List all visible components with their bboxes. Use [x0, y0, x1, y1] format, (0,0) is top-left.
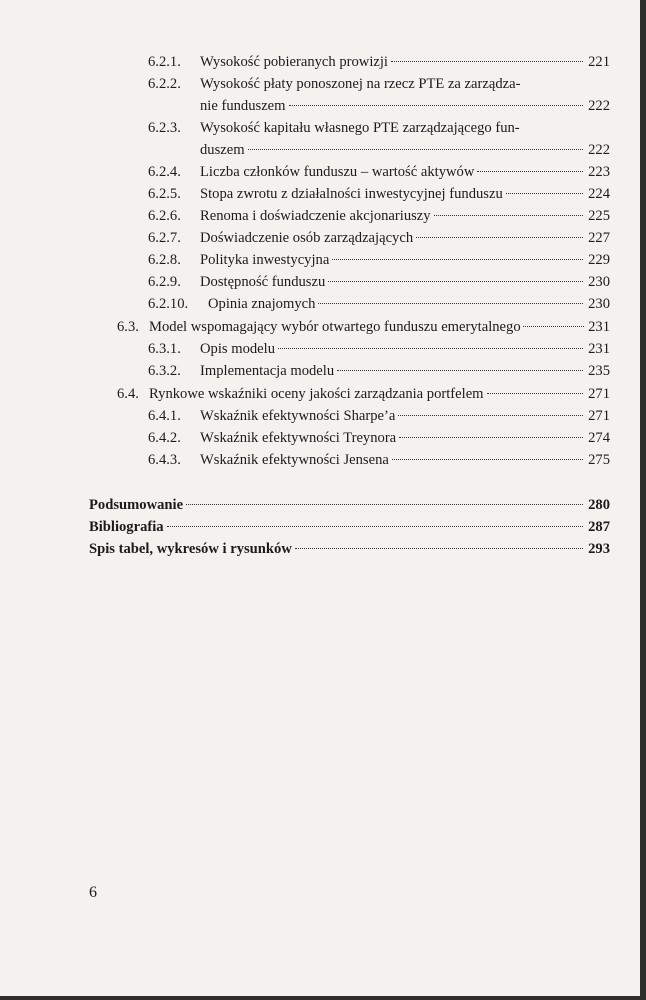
entry-title: Liczba członków funduszu – wartość aktywów: [200, 164, 475, 180]
entry-title: Stopa zwrotu z działalności inwestycyjnej funduszu: [200, 186, 503, 202]
entry-title: Dostępność funduszu: [200, 274, 326, 290]
toc-entry-6-2-3[interactable]: [148, 117, 610, 161]
entry-title: Renoma i doświadczenie akcjonariuszy: [200, 208, 431, 224]
entry-number: 6.2.7.: [148, 230, 181, 246]
entry-title: Polityka inwestycyjna: [200, 252, 330, 268]
entry-title: Bibliografia: [89, 519, 164, 535]
entry-title-continuation: duszem: [200, 142, 245, 158]
entry-page: 231: [588, 341, 610, 357]
dot-leader: [289, 91, 583, 106]
toc-entry-6-2-2[interactable]: [148, 73, 610, 117]
entry-number: 6.4.: [117, 386, 139, 402]
entry-page: 293: [588, 541, 610, 557]
entry-title: Wysokość płaty ponoszonej na rzecz PTE za zarządza-: [200, 76, 521, 92]
dot-leader: [523, 312, 584, 327]
entry-page: 274: [588, 430, 610, 446]
entry-number: 6.3.2.: [148, 363, 181, 379]
dot-leader: [399, 423, 583, 438]
entry-page: 227: [588, 230, 610, 246]
entry-title: Wskaźnik efektywności Jensena: [200, 452, 389, 468]
entry-page: 230: [588, 274, 610, 290]
dot-leader: [278, 334, 583, 349]
entry-page: 271: [588, 386, 610, 402]
entry-page: 224: [588, 186, 610, 202]
entry-title: Rynkowe wskaźniki oceny jakości zarządzania portfelem: [149, 386, 484, 402]
entry-page: 280: [588, 497, 610, 513]
entry-page: 225: [588, 208, 610, 224]
entry-number: 6.2.1.: [148, 54, 181, 70]
entry-page: 275: [588, 452, 610, 468]
dot-leader: [487, 379, 583, 394]
toc-entry-6-2-1[interactable]: [148, 51, 610, 73]
entry-title: Implementacja modelu: [200, 363, 335, 379]
entry-page: 235: [588, 363, 610, 379]
entry-page: 231: [588, 319, 610, 335]
entry-title: Wysokość kapitału własnego PTE zarządzającego fun-: [200, 120, 520, 136]
entry-title: Opinia znajomych: [208, 296, 316, 312]
dot-leader: [398, 401, 583, 416]
dot-leader: [332, 245, 583, 260]
entry-page: 271: [588, 408, 610, 424]
entry-number: 6.2.6.: [148, 208, 181, 224]
dot-leader: [392, 445, 583, 460]
dot-leader: [506, 179, 583, 194]
entry-page: 222: [588, 142, 610, 158]
dot-leader: [477, 157, 583, 172]
entry-page: 230: [588, 296, 610, 312]
page-number: 6: [89, 884, 97, 901]
entry-number: 6.2.9.: [148, 274, 181, 290]
entry-title-continuation: nie funduszem: [200, 98, 286, 114]
entry-number: 6.4.2.: [148, 430, 181, 446]
entry-number: 6.3.1.: [148, 341, 181, 357]
entry-number: 6.2.4.: [148, 164, 181, 180]
entry-page: 229: [588, 252, 610, 268]
entry-number: 6.2.10.: [148, 296, 189, 312]
entry-page: 222: [588, 98, 610, 114]
dot-leader: [328, 267, 583, 282]
entry-page: 221: [588, 54, 610, 70]
entry-title: Opis modelu: [200, 341, 275, 357]
entry-title: Wysokość pobieranych prowizji: [200, 54, 388, 70]
entry-title: Wskaźnik efektywności Treynora: [200, 430, 397, 446]
entry-title: Model wspomagający wybór otwartego funduszu emerytalnego: [149, 319, 521, 335]
toc-entry-list-of-tables[interactable]: [89, 538, 610, 560]
dot-leader: [295, 534, 583, 549]
dot-leader: [337, 356, 583, 371]
dot-leader: [248, 135, 583, 150]
dot-leader: [167, 512, 583, 527]
toc-entry-6-4-3[interactable]: [148, 449, 610, 471]
entry-number: 6.2.8.: [148, 252, 181, 268]
dot-leader: [391, 47, 583, 62]
dot-leader: [318, 289, 583, 304]
entry-title: Wskaźnik efektywności Sharpe’a: [200, 408, 396, 424]
dot-leader: [186, 490, 583, 505]
dot-leader: [434, 201, 583, 216]
entry-number: 6.2.3.: [148, 120, 181, 136]
dot-leader: [416, 223, 583, 238]
entry-page: 223: [588, 164, 610, 180]
entry-number: 6.2.5.: [148, 186, 181, 202]
entry-title: Doświadczenie osób zarządzających: [200, 230, 414, 246]
entry-number: 6.2.2.: [148, 76, 181, 92]
entry-title: Podsumowanie: [89, 497, 184, 513]
entry-number: 6.4.3.: [148, 452, 181, 468]
entry-number: 6.3.: [117, 319, 139, 335]
entry-number: 6.4.1.: [148, 408, 181, 424]
entry-page: 287: [588, 519, 610, 535]
entry-title: Spis tabel, wykresów i rysunków: [89, 541, 292, 557]
